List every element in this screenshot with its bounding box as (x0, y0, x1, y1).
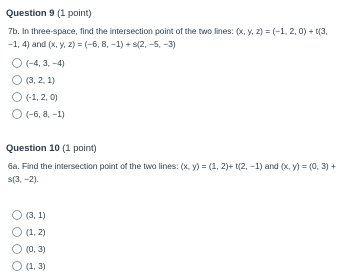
radio-button[interactable] (12, 227, 22, 237)
radio-button[interactable] (12, 261, 22, 271)
radio-button[interactable] (12, 109, 22, 119)
answer-label: (3, 1) (26, 209, 46, 220)
answer-label: (3, 2, 1) (26, 74, 55, 85)
answer-option[interactable] (12, 54, 65, 71)
answer-option[interactable] (12, 88, 65, 105)
answer-option[interactable] (12, 206, 46, 223)
answer-label: (−6, 8, −1) (26, 108, 65, 119)
question-text: 6a. Find the intersection point of the two lines: (x, y) = (1, 2)+ t(2, −1) and (x, y) = (0, 3) + s(3, −2). (8, 161, 336, 184)
answer-option[interactable] (12, 105, 65, 122)
question-title: Question 9 (6, 7, 55, 18)
question-text: 7b. In three-space, find the intersection point of the two lines: (x, y, z) = (−1, 2, 0) + t(3, −1, 4) and (x, y, z) = (−6, 8, −1) + s(2, −5, −3) (8, 26, 328, 49)
question-points: (1 point) (57, 7, 92, 18)
radio-button[interactable] (12, 244, 22, 254)
question-title: Question 10 (6, 142, 60, 153)
radio-button[interactable] (12, 75, 22, 85)
answer-label: (1, 3) (26, 260, 46, 271)
answer-options (12, 54, 65, 122)
radio-button[interactable] (12, 210, 22, 220)
answer-option[interactable] (12, 257, 46, 274)
answer-label: (−4, 3, −4) (26, 57, 65, 68)
question-header (0, 0, 350, 19)
radio-button[interactable] (12, 92, 22, 102)
answer-label: (1, 2) (26, 226, 46, 237)
radio-button[interactable] (12, 58, 22, 68)
answer-options (12, 206, 46, 274)
answer-label: (-1, 2, 0) (26, 91, 58, 102)
question-header (0, 135, 350, 154)
answer-label: (0, 3) (26, 243, 46, 254)
question-10 (0, 135, 350, 271)
answer-option[interactable] (12, 240, 46, 257)
question-points: (1 point) (62, 142, 97, 153)
answer-option[interactable] (12, 71, 65, 88)
question-9 (0, 0, 350, 119)
answer-option[interactable] (12, 223, 46, 240)
